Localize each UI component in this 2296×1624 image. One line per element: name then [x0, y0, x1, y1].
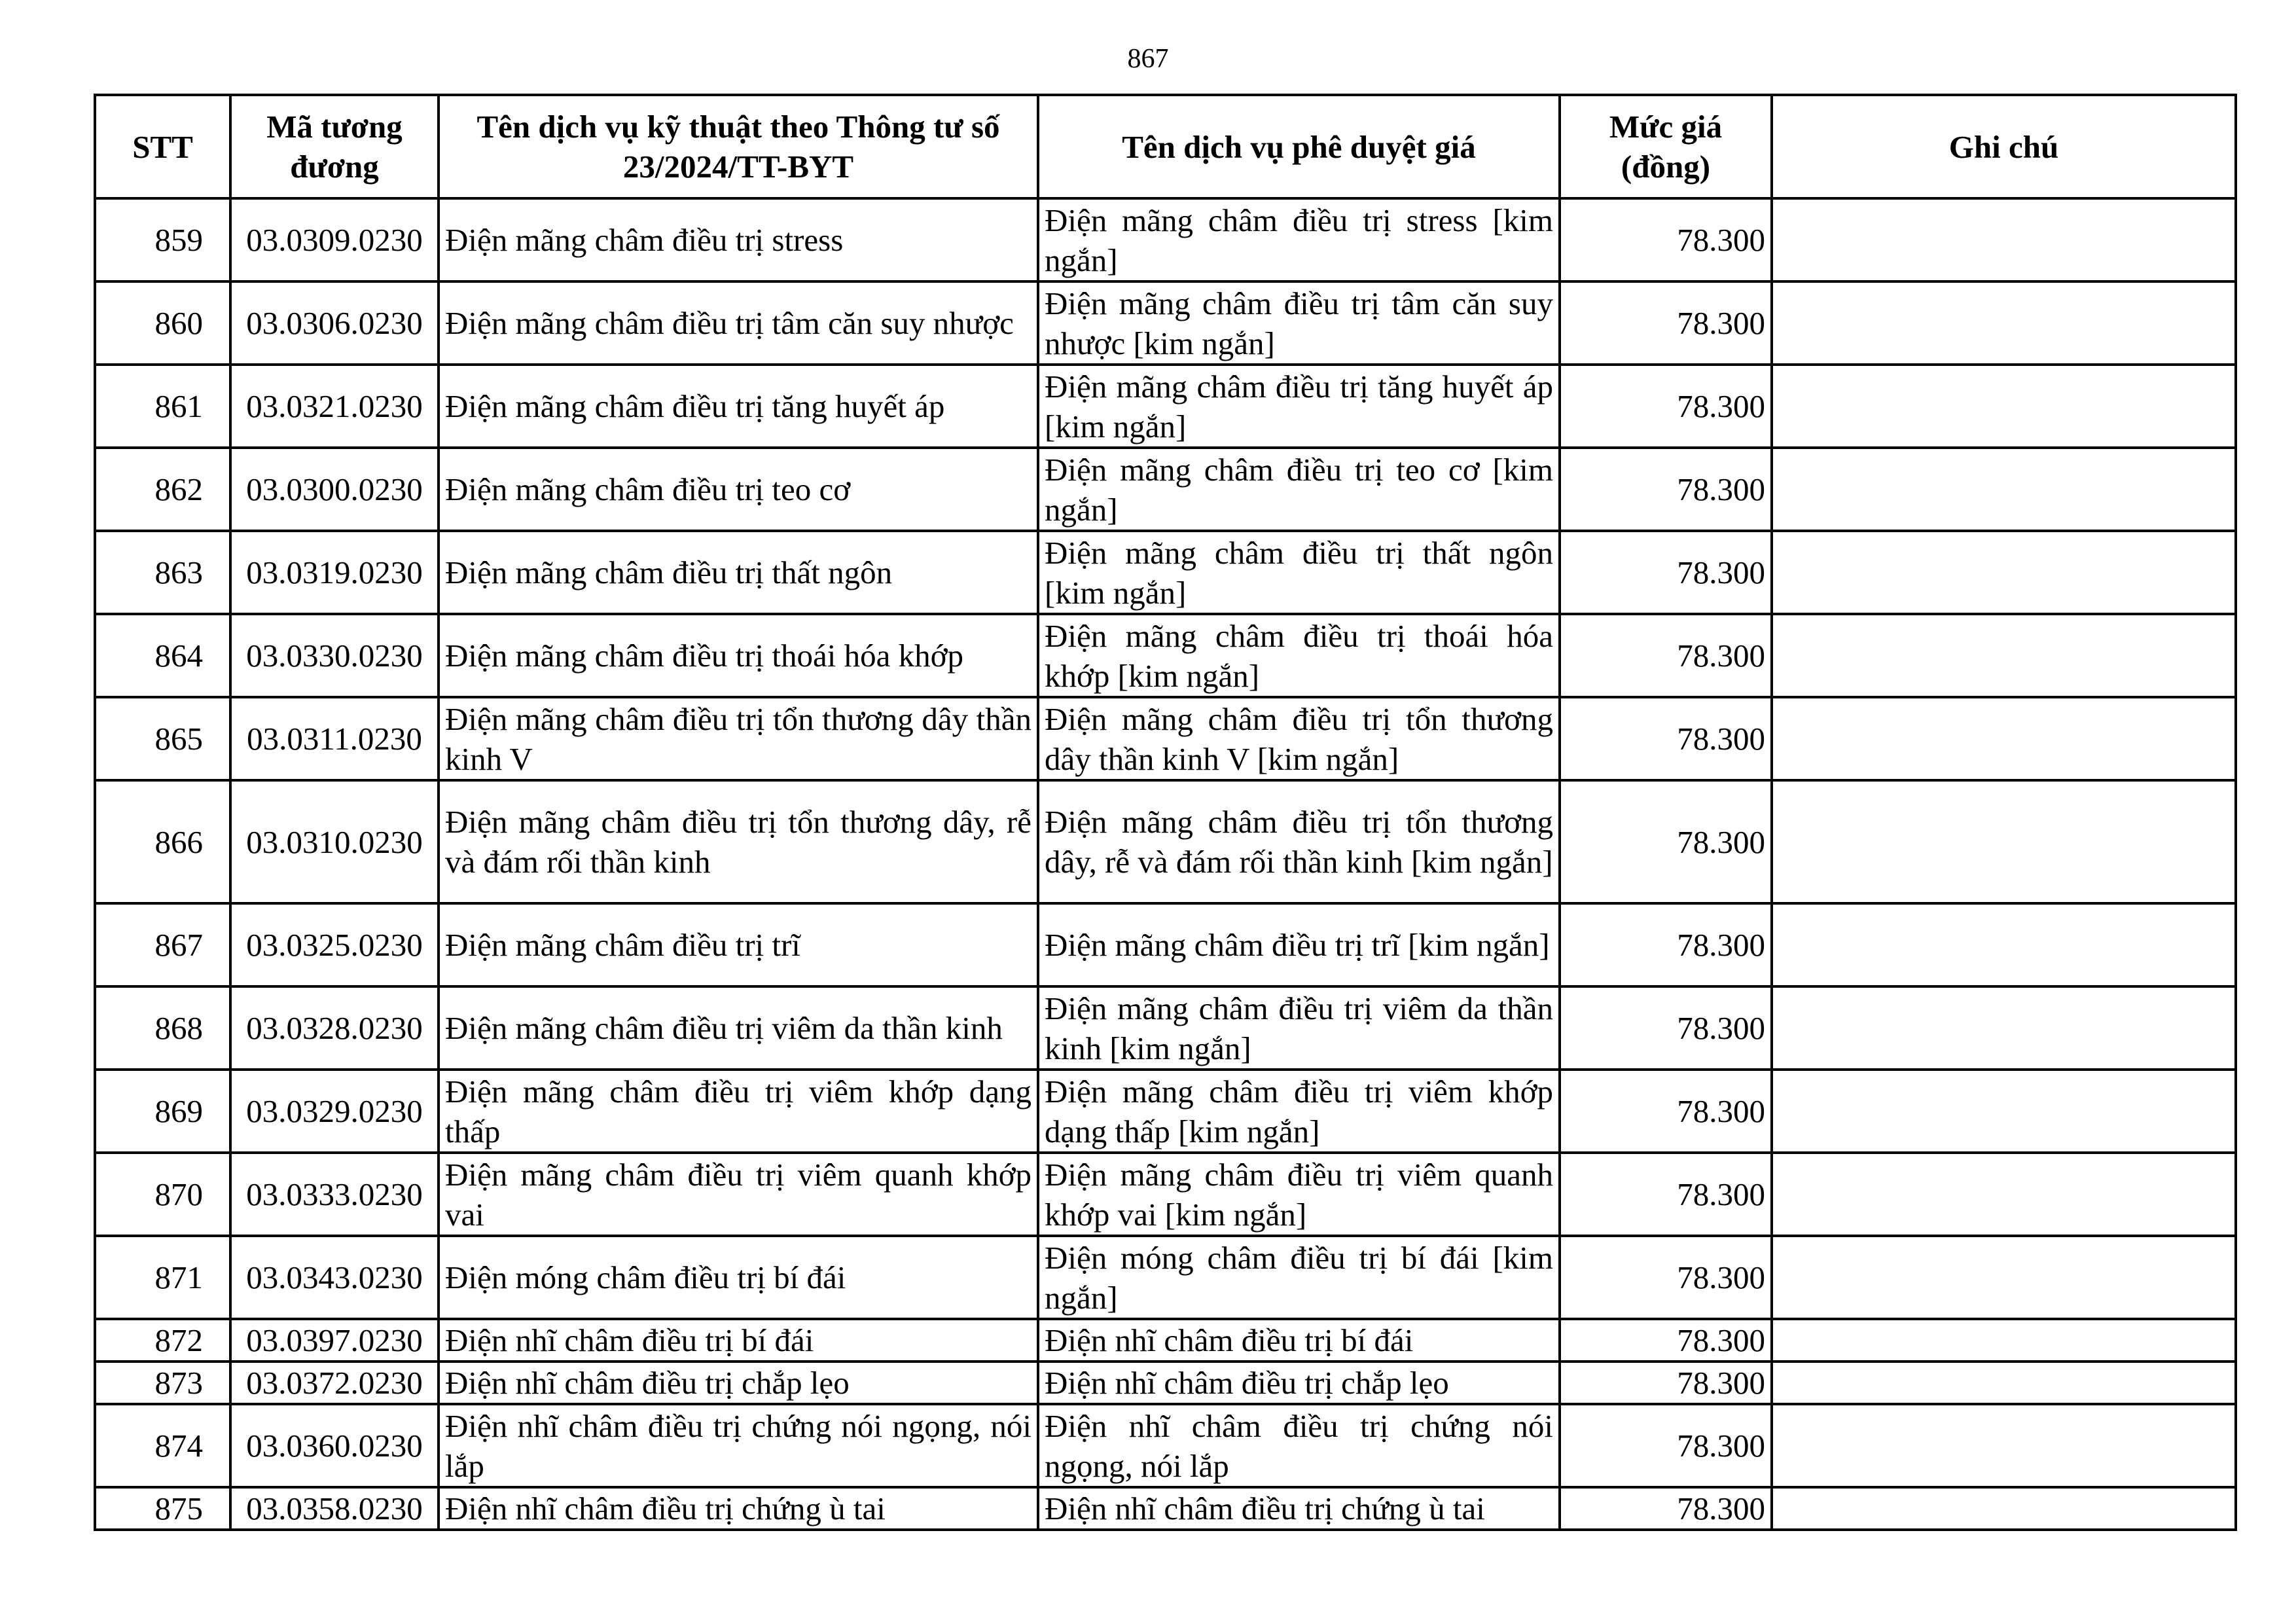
table-row — [95, 1404, 2236, 1487]
cell-service-name: Điện nhĩ châm điều trị chứng nói ngọng, nói lắp — [439, 1404, 1038, 1487]
header-note: Ghi chú — [1772, 95, 2236, 198]
cell-price: 78.300 — [1560, 531, 1772, 614]
cell-note — [1772, 1153, 2236, 1236]
cell-note — [1772, 531, 2236, 614]
cell-stt: 863 — [95, 531, 230, 614]
header-service-name: Tên dịch vụ kỹ thuật theo Thông tư số 23/2024/TT-BYT — [439, 95, 1038, 198]
table-row — [95, 1236, 2236, 1319]
cell-stt: 867 — [95, 903, 230, 986]
cell-stt: 868 — [95, 986, 230, 1070]
cell-approved-name: Điện mãng châm điều trị tăng huyết áp [kim ngắn] — [1038, 365, 1560, 448]
cell-approved-name: Điện mãng châm điều trị tâm căn suy nhược [kim ngắn] — [1038, 281, 1560, 365]
cell-stt: 875 — [95, 1487, 230, 1530]
cell-stt: 862 — [95, 448, 230, 531]
cell-service-name: Điện mãng châm điều trị stress — [439, 198, 1038, 281]
table-row — [95, 1487, 2236, 1530]
cell-stt: 864 — [95, 614, 230, 697]
cell-price: 78.300 — [1560, 697, 1772, 780]
page-number: 867 — [1127, 44, 1169, 74]
cell-stt: 871 — [95, 1236, 230, 1319]
cell-code: 03.0333.0230 — [230, 1153, 439, 1236]
cell-service-name: Điện mãng châm điều trị tổn thương dây, rễ và đám rối thần kinh — [439, 780, 1038, 903]
cell-approved-name: Điện mãng châm điều trị viêm khớp dạng thấp [kim ngắn] — [1038, 1070, 1560, 1153]
cell-price: 78.300 — [1560, 1319, 1772, 1362]
cell-note — [1772, 365, 2236, 448]
cell-price: 78.300 — [1560, 198, 1772, 281]
table-row — [95, 697, 2236, 780]
header-stt: STT — [95, 95, 230, 198]
cell-code: 03.0330.0230 — [230, 614, 439, 697]
cell-approved-name: Điện mãng châm điều trị stress [kim ngắn] — [1038, 198, 1560, 281]
cell-stt: 866 — [95, 780, 230, 903]
cell-approved-name: Điện mãng châm điều trị thất ngôn [kim ngắn] — [1038, 531, 1560, 614]
cell-price: 78.300 — [1560, 986, 1772, 1070]
cell-code: 03.0309.0230 — [230, 198, 439, 281]
cell-stt: 861 — [95, 365, 230, 448]
cell-approved-name: Điện mãng châm điều trị viêm da thần kinh [kim ngắn] — [1038, 986, 1560, 1070]
cell-service-name: Điện mãng châm điều trị viêm khớp dạng thấp — [439, 1070, 1038, 1153]
cell-code: 03.0343.0230 — [230, 1236, 439, 1319]
cell-note — [1772, 1319, 2236, 1362]
cell-service-name: Điện mãng châm điều trị thoái hóa khớp — [439, 614, 1038, 697]
cell-approved-name: Điện mãng châm điều trị viêm quanh khớp vai [kim ngắn] — [1038, 1153, 1560, 1236]
table-row — [95, 903, 2236, 986]
cell-service-name: Điện mãng châm điều trị tâm căn suy nhược — [439, 281, 1038, 365]
table-row — [95, 1319, 2236, 1362]
cell-service-name: Điện mãng châm điều trị teo cơ — [439, 448, 1038, 531]
cell-code: 03.0372.0230 — [230, 1362, 439, 1404]
cell-stt: 870 — [95, 1153, 230, 1236]
cell-note — [1772, 448, 2236, 531]
cell-price: 78.300 — [1560, 614, 1772, 697]
cell-stt: 865 — [95, 697, 230, 780]
table-row — [95, 614, 2236, 697]
cell-service-name: Điện móng châm điều trị bí đái — [439, 1236, 1038, 1319]
cell-stt: 873 — [95, 1362, 230, 1404]
cell-approved-name: Điện mãng châm điều trị thoái hóa khớp [kim ngắn] — [1038, 614, 1560, 697]
table-row — [95, 531, 2236, 614]
cell-service-name: Điện nhĩ châm điều trị chứng ù tai — [439, 1487, 1038, 1530]
cell-code: 03.0311.0230 — [230, 697, 439, 780]
table-header-row — [95, 95, 2236, 198]
cell-service-name: Điện mãng châm điều trị viêm quanh khớp vai — [439, 1153, 1038, 1236]
cell-price: 78.300 — [1560, 903, 1772, 986]
table-row — [95, 281, 2236, 365]
cell-code: 03.0300.0230 — [230, 448, 439, 531]
cell-note — [1772, 1236, 2236, 1319]
cell-code: 03.0321.0230 — [230, 365, 439, 448]
cell-note — [1772, 986, 2236, 1070]
cell-price: 78.300 — [1560, 1070, 1772, 1153]
cell-code: 03.0328.0230 — [230, 986, 439, 1070]
table-row — [95, 986, 2236, 1070]
cell-approved-name: Điện nhĩ châm điều trị chứng nói ngọng, nói lắp — [1038, 1404, 1560, 1487]
cell-approved-name: Điện mãng châm điều trị teo cơ [kim ngắn] — [1038, 448, 1560, 531]
cell-code: 03.0397.0230 — [230, 1319, 439, 1362]
cell-stt: 872 — [95, 1319, 230, 1362]
cell-note — [1772, 198, 2236, 281]
table-row — [95, 1070, 2236, 1153]
cell-stt: 860 — [95, 281, 230, 365]
cell-price: 78.300 — [1560, 780, 1772, 903]
cell-note — [1772, 281, 2236, 365]
cell-service-name: Điện mãng châm điều trị tăng huyết áp — [439, 365, 1038, 448]
cell-service-name: Điện mãng châm điều trị tổn thương dây thần kinh V — [439, 697, 1038, 780]
cell-code: 03.0310.0230 — [230, 780, 439, 903]
cell-price: 78.300 — [1560, 1404, 1772, 1487]
cell-approved-name: Điện mãng châm điều trị trĩ [kim ngắn] — [1038, 903, 1560, 986]
cell-note — [1772, 1362, 2236, 1404]
table-row — [95, 1153, 2236, 1236]
cell-note — [1772, 614, 2236, 697]
cell-service-name: Điện mãng châm điều trị viêm da thần kinh — [439, 986, 1038, 1070]
cell-service-name: Điện mãng châm điều trị thất ngôn — [439, 531, 1038, 614]
cell-approved-name: Điện nhĩ châm điều trị chắp lẹo — [1038, 1362, 1560, 1404]
cell-service-name: Điện mãng châm điều trị trĩ — [439, 903, 1038, 986]
cell-approved-name: Điện mãng châm điều trị tổn thương dây, rễ và đám rối thần kinh [kim ngắn] — [1038, 780, 1560, 903]
cell-note — [1772, 780, 2236, 903]
cell-stt: 859 — [95, 198, 230, 281]
cell-service-name: Điện nhĩ châm điều trị bí đái — [439, 1319, 1038, 1362]
table-row — [95, 365, 2236, 448]
cell-approved-name: Điện móng châm điều trị bí đái [kim ngắn] — [1038, 1236, 1560, 1319]
cell-price: 78.300 — [1560, 448, 1772, 531]
cell-price: 78.300 — [1560, 281, 1772, 365]
cell-approved-name: Điện nhĩ châm điều trị chứng ù tai — [1038, 1487, 1560, 1530]
cell-stt: 874 — [95, 1404, 230, 1487]
cell-service-name: Điện nhĩ châm điều trị chắp lẹo — [439, 1362, 1038, 1404]
cell-note — [1772, 1070, 2236, 1153]
header-code: Mã tương đương — [230, 95, 439, 198]
table-row — [95, 198, 2236, 281]
cell-price: 78.300 — [1560, 1362, 1772, 1404]
cell-price: 78.300 — [1560, 1487, 1772, 1530]
header-approved-name: Tên dịch vụ phê duyệt giá — [1038, 95, 1560, 198]
header-price: Mức giá (đồng) — [1560, 95, 1772, 198]
cell-note — [1772, 1487, 2236, 1530]
cell-code: 03.0325.0230 — [230, 903, 439, 986]
cell-note — [1772, 903, 2236, 986]
cell-approved-name: Điện nhĩ châm điều trị bí đái — [1038, 1319, 1560, 1362]
table-row — [95, 1362, 2236, 1404]
cell-code: 03.0358.0230 — [230, 1487, 439, 1530]
cell-approved-name: Điện mãng châm điều trị tổn thương dây thần kinh V [kim ngắn] — [1038, 697, 1560, 780]
cell-code: 03.0319.0230 — [230, 531, 439, 614]
cell-stt: 869 — [95, 1070, 230, 1153]
price-table — [94, 94, 2237, 1531]
table-row — [95, 448, 2236, 531]
cell-price: 78.300 — [1560, 365, 1772, 448]
cell-note — [1772, 1404, 2236, 1487]
cell-code: 03.0306.0230 — [230, 281, 439, 365]
cell-code: 03.0329.0230 — [230, 1070, 439, 1153]
cell-note — [1772, 697, 2236, 780]
table-row — [95, 780, 2236, 903]
cell-price: 78.300 — [1560, 1153, 1772, 1236]
cell-code: 03.0360.0230 — [230, 1404, 439, 1487]
cell-price: 78.300 — [1560, 1236, 1772, 1319]
